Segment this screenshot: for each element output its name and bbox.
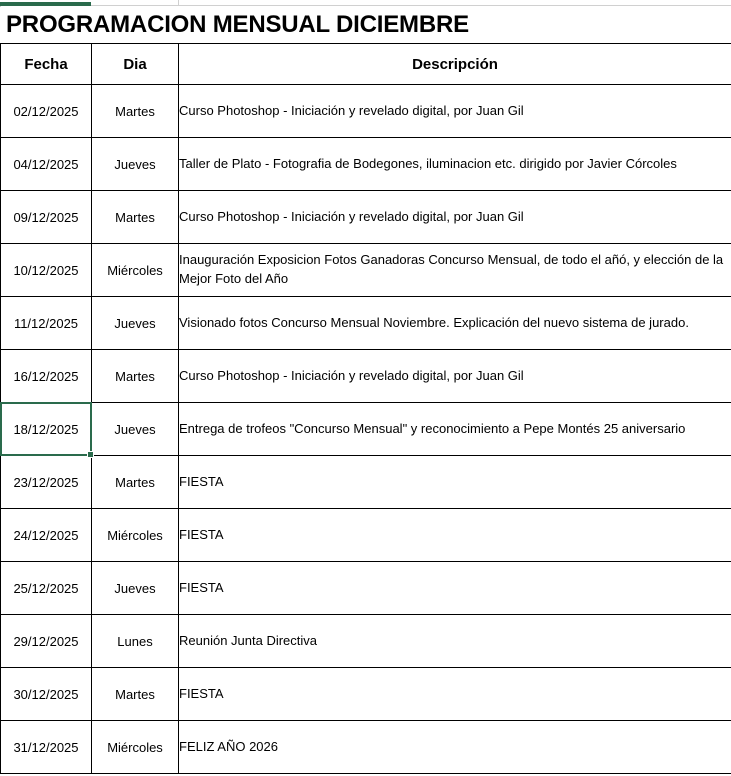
cell-fecha[interactable]: 04/12/2025 [1,138,92,191]
column-header-dia[interactable]: Dia [92,44,179,85]
table-row [1,85,731,138]
table-row [1,138,731,191]
cell-descripcion[interactable]: Curso Photoshop - Iniciación y revelado digital, por Juan Gil [179,85,731,138]
column-accent-bar [0,2,91,6]
cell-fecha[interactable]: 11/12/2025 [1,297,92,350]
column-tick-marker [178,0,179,6]
cell-dia[interactable]: Lunes [92,615,179,668]
cell-dia[interactable]: Jueves [92,138,179,191]
cell-descripcion[interactable]: FIESTA [179,456,731,509]
cell-dia[interactable]: Martes [92,668,179,721]
cell-fecha[interactable]: 23/12/2025 [1,456,92,509]
cell-descripcion[interactable]: Inauguración Exposicion Fotos Ganadoras Concurso Mensual, de todo el añó, y elección de la Mejor Foto del Año [179,244,731,297]
header-row [1,44,731,85]
table-row [1,191,731,244]
pane-divider-line [0,5,731,6]
cell-dia[interactable]: Martes [92,191,179,244]
title-cell[interactable] [0,7,539,43]
cell-descripcion[interactable]: Visionado fotos Concurso Mensual Noviembre. Explicación del nuevo sistema de jurado. [179,297,731,350]
cell-dia[interactable]: Martes [92,350,179,403]
cell-fecha[interactable]: 25/12/2025 [1,562,92,615]
table-row-selected [1,403,731,456]
column-header-fecha[interactable]: Fecha [1,44,92,85]
cell-fecha[interactable]: 02/12/2025 [1,85,92,138]
cell-descripcion[interactable]: Curso Photoshop - Iniciación y revelado digital, por Juan Gil [179,350,731,403]
cell-dia[interactable]: Miércoles [92,509,179,562]
cell-descripcion[interactable]: Taller de Plato - Fotografia de Bodegones, iluminacion etc. dirigido por Javier Córcoles [179,138,731,191]
frozen-pane-strip [0,0,731,7]
table-row [1,456,731,509]
page-title: PROGRAMACION MENSUAL DICIEMBRE [6,11,469,38]
table-row [1,615,731,668]
cell-fecha[interactable]: 24/12/2025 [1,509,92,562]
cell-dia[interactable]: Jueves [92,297,179,350]
cell-fecha[interactable]: 31/12/2025 [1,721,92,774]
cell-descripcion[interactable]: Entrega de trofeos "Concurso Mensual" y reconocimiento a Pepe Montés 25 aniversario [179,403,731,456]
cell-fecha[interactable]: 09/12/2025 [1,191,92,244]
cell-dia[interactable]: Miércoles [92,244,179,297]
cell-descripcion[interactable]: Reunión Junta Directiva [179,615,731,668]
cell-fecha[interactable]: 30/12/2025 [1,668,92,721]
cell-descripcion[interactable]: FELIZ AÑO 2026 [179,721,731,774]
table-body [1,85,731,774]
cell-fecha-selected[interactable]: 18/12/2025 [1,403,92,456]
cell-dia[interactable]: Jueves [92,562,179,615]
cell-descripcion[interactable]: FIESTA [179,668,731,721]
table-row [1,721,731,774]
cell-descripcion[interactable]: Curso Photoshop - Iniciación y revelado digital, por Juan Gil [179,191,731,244]
table-row [1,562,731,615]
table-row [1,244,731,297]
table-header [1,44,731,85]
cell-dia[interactable]: Jueves [92,403,179,456]
cell-dia[interactable]: Martes [92,85,179,138]
cell-dia[interactable]: Martes [92,456,179,509]
table-row [1,350,731,403]
table-row [1,509,731,562]
table-row [1,297,731,350]
cell-fecha[interactable]: 10/12/2025 [1,244,92,297]
cell-descripcion[interactable]: FIESTA [179,509,731,562]
title-row [0,7,731,43]
cell-fecha[interactable]: 16/12/2025 [1,350,92,403]
cell-descripcion[interactable]: FIESTA [179,562,731,615]
column-header-descripcion[interactable]: Descripción [179,44,731,85]
cell-dia[interactable]: Miércoles [92,721,179,774]
cell-fecha[interactable]: 29/12/2025 [1,615,92,668]
table-row [1,668,731,721]
schedule-table [0,43,731,774]
